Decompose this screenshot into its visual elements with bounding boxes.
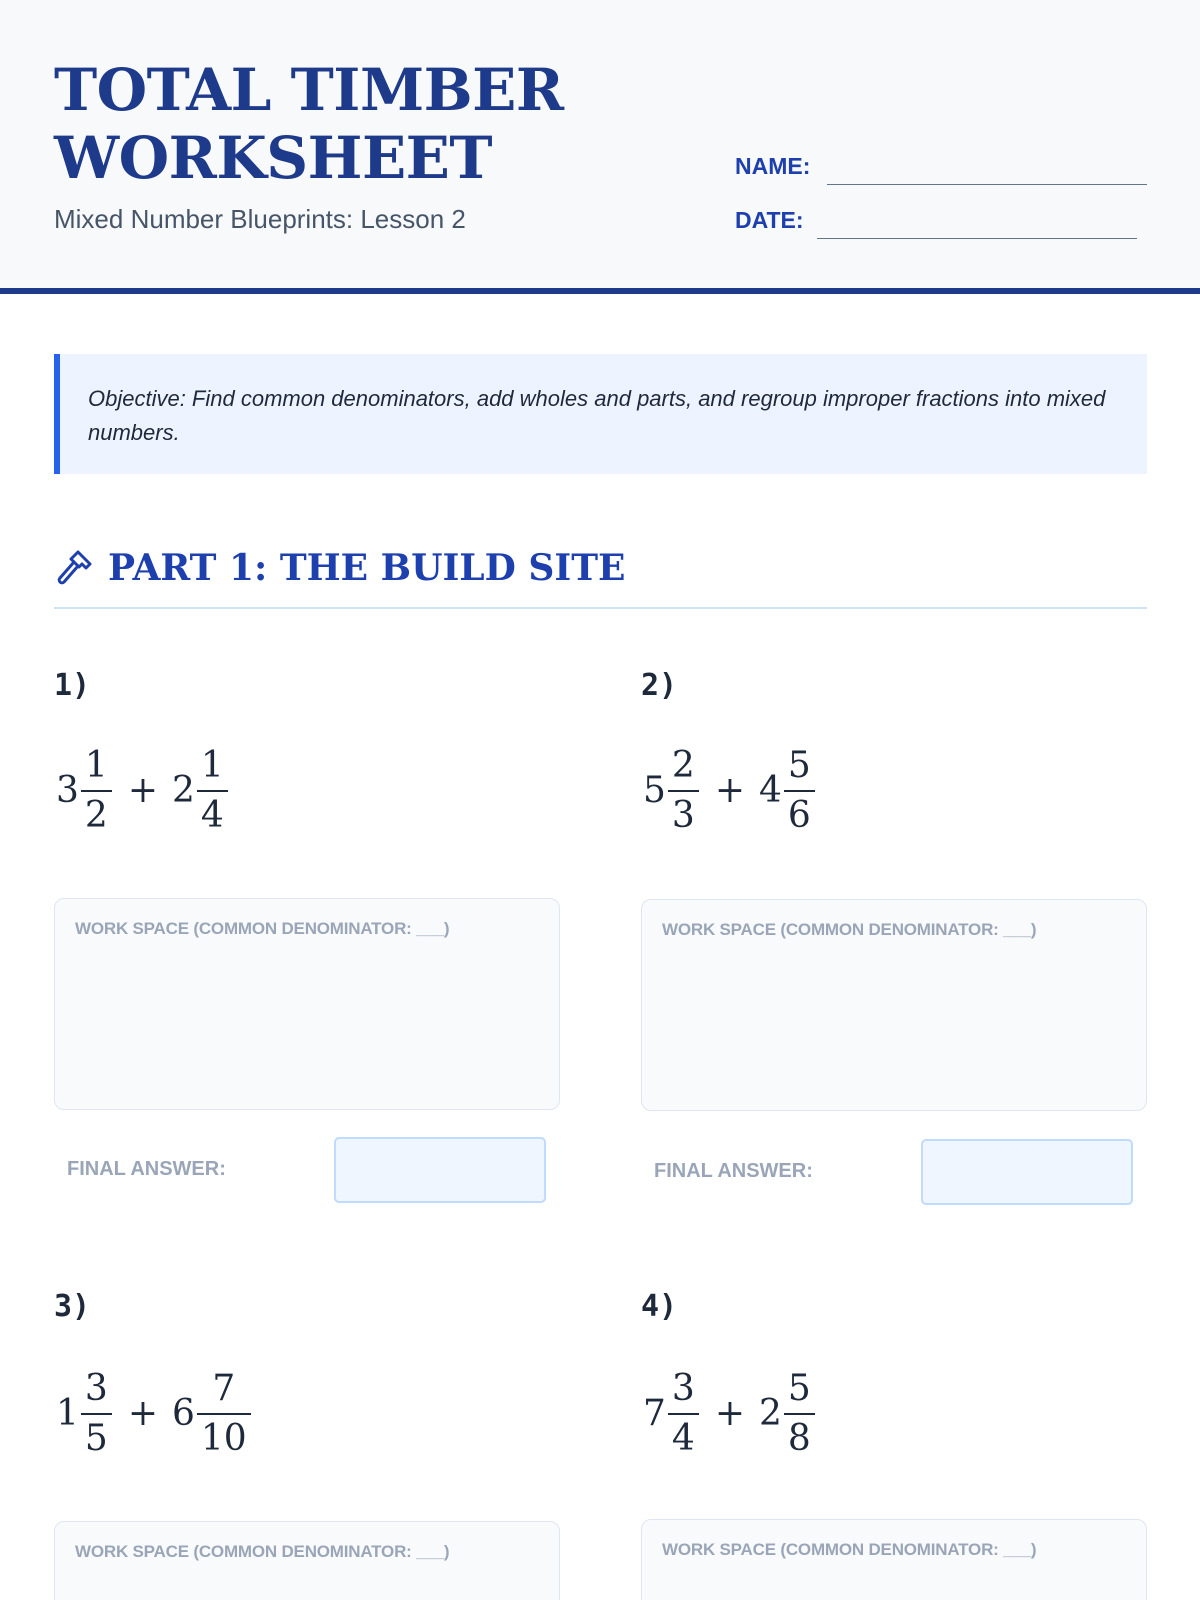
problem-4-number: 4)	[641, 1289, 678, 1324]
problem-2-b-denominator: 6	[784, 790, 815, 834]
page-title-line-1: TOTAL TIMBER	[54, 56, 564, 124]
problem-2-b-numerator: 5	[787, 745, 811, 786]
date-field[interactable]	[817, 238, 1137, 239]
problem-3-a-numerator: 3	[84, 1368, 108, 1409]
problem-1-a-numerator: 1	[84, 745, 108, 786]
problem-4-a-fraction	[668, 1368, 699, 1459]
problem-2-a-denominator: 3	[668, 790, 699, 834]
problem-1-a-fraction	[81, 745, 112, 836]
problem-4-expression	[643, 1364, 817, 1464]
problem-3-a-whole: 1	[56, 1393, 79, 1434]
problem-2-final-answer-label: FINAL ANSWER:	[654, 1160, 813, 1182]
objective-callout: Objective: Find common denominators, add wholes and parts, and regroup improper fractions into mixed numbers.	[54, 354, 1147, 474]
part-1-title: PART 1: THE BUILD SITE	[108, 547, 626, 589]
problem-4-b-numerator: 5	[787, 1368, 811, 1409]
problem-4-a-numerator: 3	[671, 1368, 695, 1409]
problem-4-b-denominator: 8	[784, 1413, 815, 1457]
problem-3-a-denominator: 5	[81, 1413, 112, 1457]
problem-4-operator: +	[714, 1393, 745, 1434]
hammer-icon	[54, 548, 94, 588]
problem-3-a-fraction	[81, 1368, 112, 1459]
problem-1-a-denominator: 2	[81, 790, 112, 834]
problem-1-b-numerator: 1	[200, 745, 224, 786]
problem-4-a-whole: 7	[643, 1393, 666, 1434]
date-label: DATE:	[735, 207, 804, 233]
page-subtitle: Mixed Number Blueprints: Lesson 2	[54, 204, 466, 234]
problem-3-work-space-label: WORK SPACE (COMMON DENOMINATOR: ___)	[75, 1542, 450, 1561]
problem-2-b-fraction	[784, 745, 815, 836]
problem-2-a-fraction	[668, 745, 699, 836]
problem-1-final-answer-label: FINAL ANSWER:	[67, 1158, 226, 1180]
page-title	[54, 56, 564, 192]
worksheet-header	[0, 0, 1200, 294]
problem-3-expression	[56, 1364, 253, 1464]
problem-1-work-space[interactable]	[54, 898, 560, 1110]
problem-2-work-space-label: WORK SPACE (COMMON DENOMINATOR: ___)	[662, 920, 1037, 939]
problem-1-b-whole: 2	[171, 770, 195, 811]
problem-3-b-whole: 6	[171, 1393, 195, 1434]
problem-4-b-whole: 2	[758, 1393, 782, 1434]
part-1-divider	[54, 607, 1147, 609]
problem-3-work-space[interactable]	[54, 1521, 560, 1600]
problem-4-work-space-label: WORK SPACE (COMMON DENOMINATOR: ___)	[662, 1540, 1037, 1559]
problem-1-number: 1)	[54, 668, 91, 703]
problem-4-a-denominator: 4	[668, 1413, 699, 1457]
problem-2-operator: +	[714, 770, 745, 811]
problem-3-b-fraction	[197, 1368, 251, 1459]
problem-2-expression	[643, 741, 817, 841]
name-field[interactable]	[827, 184, 1147, 185]
problem-3-b-numerator: 7	[212, 1368, 236, 1409]
problem-1-answer-box[interactable]	[334, 1137, 546, 1203]
problem-2-b-whole: 4	[758, 770, 782, 811]
name-label: NAME:	[735, 153, 811, 179]
problem-3-number: 3)	[54, 1289, 91, 1324]
problem-2-work-space[interactable]	[641, 899, 1147, 1111]
problem-1-operator: +	[127, 770, 158, 811]
problem-1-expression	[56, 741, 230, 841]
problem-2-answer-box[interactable]	[921, 1139, 1133, 1205]
problem-3-operator: +	[127, 1393, 158, 1434]
problem-1-b-fraction	[197, 745, 228, 836]
problem-2-number: 2)	[641, 668, 678, 703]
problem-4-b-fraction	[784, 1368, 815, 1459]
problem-1-b-denominator: 4	[197, 790, 228, 834]
problem-2-a-whole: 5	[643, 770, 666, 811]
problem-4-work-space[interactable]	[641, 1519, 1147, 1600]
problem-3-b-denominator: 10	[197, 1413, 251, 1457]
problem-1-a-whole: 3	[56, 770, 79, 811]
problem-1-work-space-label: WORK SPACE (COMMON DENOMINATOR: ___)	[75, 919, 450, 938]
page-title-line-2: WORKSHEET	[54, 124, 493, 192]
part-1-heading	[54, 540, 625, 596]
problem-2-a-numerator: 2	[671, 745, 695, 786]
